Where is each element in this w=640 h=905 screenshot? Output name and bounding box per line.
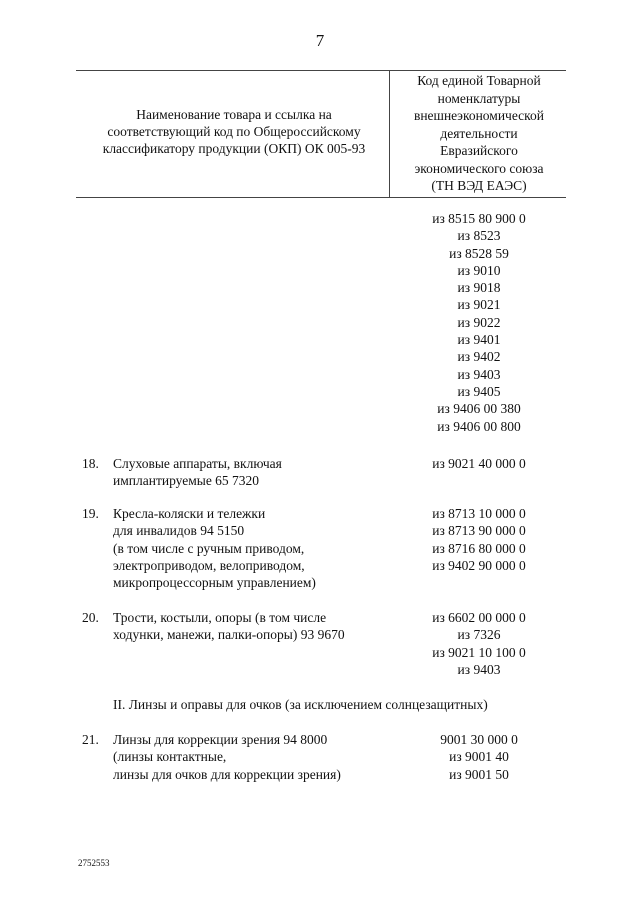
item-description-line: для инвалидов 94 5150 (113, 523, 245, 539)
table-header-column-divider (389, 70, 390, 197)
item-description (113, 609, 393, 644)
code-entry: из 9021 (457, 297, 501, 313)
code-entry: из 9001 50 (449, 766, 509, 782)
item-description-line: имплантируемые 65 7320 (113, 473, 260, 489)
page-number: 7 (315, 31, 325, 50)
item-description-line: (линзы контактные, (113, 749, 227, 765)
item-description-line: Линзы для коррекции зрения 94 8000 (113, 732, 328, 747)
item-codes-list (392, 455, 566, 472)
code-entry: из 9021 40 000 0 (432, 456, 526, 471)
code-entry: из 9021 10 100 0 (432, 644, 526, 660)
continued-codes-list (392, 210, 566, 435)
header-right-line: Код единой Товарной (417, 73, 541, 88)
table-header-bottom-rule (76, 197, 566, 198)
item-number: 20. (82, 610, 99, 625)
item-description-line: электроприводом, велоприводом, (113, 557, 305, 573)
header-right-line: деятельности (440, 125, 518, 141)
code-entry: из 6602 00 000 0 (432, 610, 526, 625)
code-entry: из 8713 90 000 0 (432, 523, 526, 539)
item-description-line: Трости, костыли, опоры (в том числе (113, 610, 327, 625)
document-footer-code: 2752553 (78, 858, 110, 868)
item-description-line: Слуховые аппараты, включая (113, 456, 282, 471)
code-entry: из 8515 80 900 0 (432, 211, 526, 226)
code-entry: из 8528 59 (449, 245, 509, 261)
header-left-line: соответствующий код по Общероссийскому (107, 124, 361, 139)
code-entry: из 8713 10 000 0 (432, 506, 526, 521)
item-description-line: Кресла-коляски и тележки (113, 506, 266, 521)
code-entry: из 9022 (457, 314, 501, 330)
code-entry: из 9402 90 000 0 (432, 557, 526, 573)
code-entry: из 9018 (457, 280, 501, 296)
item-number: 19. (82, 506, 99, 521)
column-header-product-name (84, 106, 384, 157)
code-entry: из 8716 80 000 0 (432, 540, 526, 556)
header-right-line: внешнеэкономической (413, 108, 545, 123)
item-description-line: (в том числе с ручным приводом, (113, 540, 305, 556)
section-heading: II. Линзы и оправы для очков (за исключением солнцезащитных) (113, 697, 488, 712)
code-entry: из 7326 (457, 627, 501, 643)
item-number: 18. (82, 456, 99, 471)
column-header-tnved-code (392, 72, 566, 195)
code-entry: 9001 30 000 0 (440, 732, 518, 747)
item-codes-list (392, 609, 566, 678)
header-right-line: экономического союза (414, 160, 544, 176)
code-entry: из 9403 (457, 661, 501, 677)
item-number: 21. (82, 732, 99, 747)
code-entry: из 9403 (457, 366, 501, 382)
item-codes-list (392, 505, 566, 574)
item-description (113, 505, 393, 591)
code-entry: из 8523 (457, 228, 501, 244)
item-description (113, 455, 393, 490)
header-right-line: (ТН ВЭД ЕАЭС) (431, 178, 527, 193)
code-entry: из 9010 (457, 262, 501, 278)
code-entry: из 9405 (457, 383, 501, 399)
header-left-line: Наименование товара и ссылка на (136, 107, 332, 122)
item-description-line: ходунки, манежи, палки-опоры) 93 9670 (113, 627, 345, 643)
item-description (113, 731, 393, 783)
code-entry: из 9401 (457, 332, 501, 348)
code-entry: из 9406 00 380 (437, 401, 521, 417)
header-left-line: классификатору продукции (ОКП) ОК 005-93 (102, 141, 366, 156)
header-right-line: Евразийского (440, 143, 518, 158)
code-entry: из 9402 (457, 349, 501, 365)
header-right-line: номенклатуры (437, 90, 521, 106)
item-codes-list (392, 731, 566, 783)
code-entry: из 9001 40 (449, 749, 509, 765)
item-description-line: микропроцессорным управлением) (113, 575, 316, 591)
table-top-rule (76, 70, 566, 71)
code-entry: из 9406 00 800 (437, 418, 521, 434)
item-description-line: линзы для очков для коррекции зрения) (113, 766, 341, 782)
